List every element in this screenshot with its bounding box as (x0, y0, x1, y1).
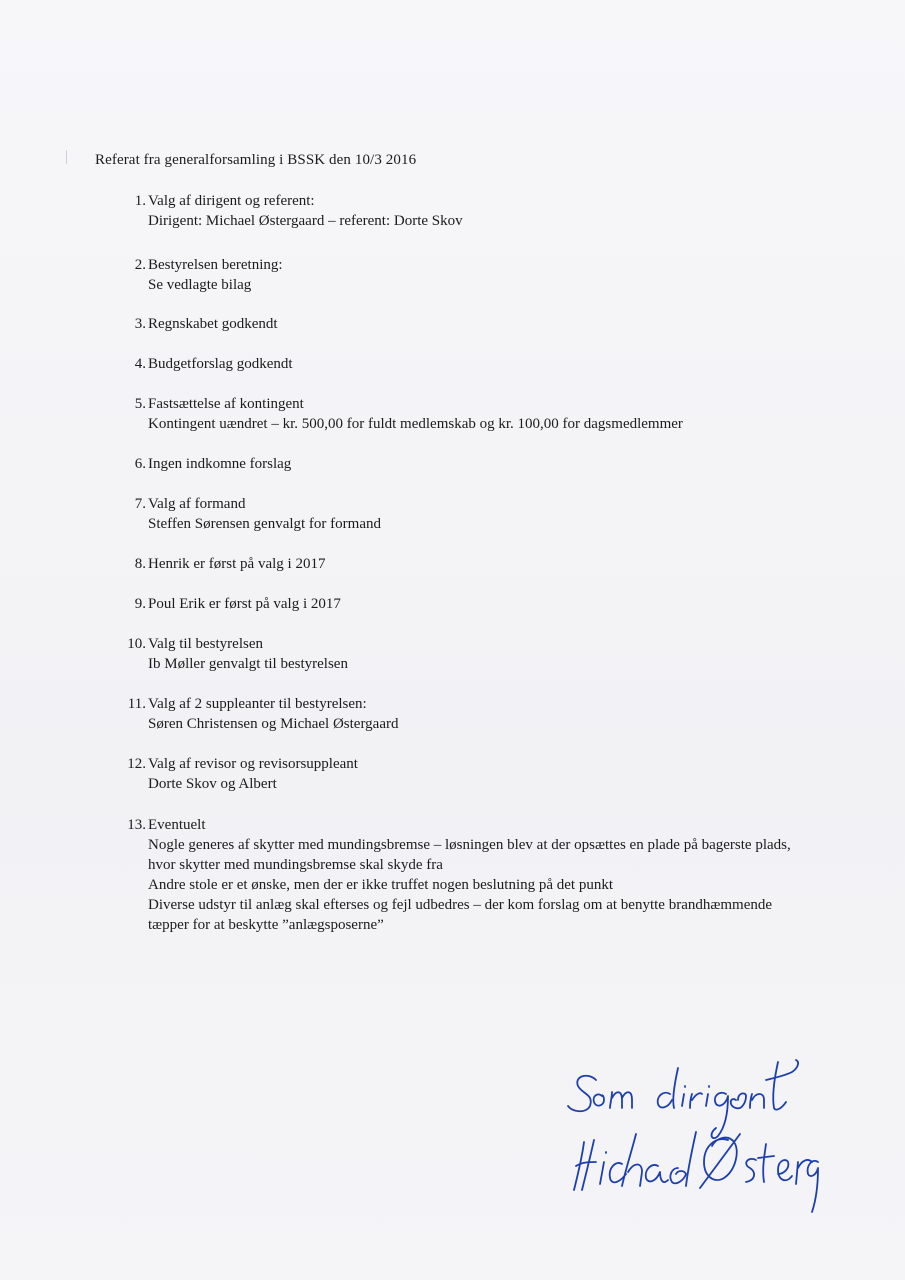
item-detail: Steffen Sørensen genvalgt for formand (148, 516, 381, 532)
item-heading: Valg af 2 suppleanter til bestyrelsen: (148, 696, 367, 712)
item-heading: Valg af dirigent og referent: (148, 193, 315, 209)
item-number: 9. (134, 596, 146, 612)
item-number: 8. (134, 556, 146, 572)
item-number: 4. (134, 356, 146, 372)
item-number: 6. (134, 456, 146, 472)
document-title: Referat fra generalforsamling i BSSK den 10/3 2016 (95, 152, 417, 168)
item-number: 5. (134, 396, 146, 412)
item-number: 12. (127, 756, 146, 772)
item-heading: Valg af formand (148, 496, 246, 512)
item-detail: Dorte Skov og Albert (148, 776, 277, 792)
item-number: 10. (127, 636, 146, 652)
item-detail: Diverse udstyr til anlæg skal efterses og fejl udbedres – der kom forslag om at benytte brandhæmmende tæpper for at beskytte ”anlægsposerne” (148, 897, 773, 933)
item-number: 1. (134, 193, 146, 209)
item-heading: Valg til bestyrelsen (148, 636, 263, 652)
item-heading: Poul Erik er først på valg i 2017 (148, 596, 341, 612)
item-detail: Nogle generes af skytter med mundingsbremse – løsningen blev at der opsættes en plade på bagerste plads, hvor skytter med mundingsbremse skal skyde fra (148, 837, 791, 873)
item-detail: Ib Møller genvalgt til bestyrelsen (148, 656, 348, 672)
signature-line-name (574, 1132, 818, 1212)
item-heading: Bestyrelsen beretning: (148, 257, 283, 273)
item-detail: Dirigent: Michael Østergaard – referent: Dorte Skov (148, 213, 463, 229)
item-heading: Budgetforslag godkendt (148, 356, 293, 372)
item-detail: Søren Christensen og Michael Østergaard (148, 716, 399, 732)
item-detail: Kontingent uændret – kr. 500,00 for fuldt medlemskab og kr. 100,00 for dagsmedlemmer (148, 416, 683, 432)
item-heading: Eventuelt (148, 817, 206, 833)
item-detail: Se vedlagte bilag (148, 277, 252, 293)
item-heading: Fastsættelse af kontingent (148, 396, 304, 412)
item-number: 3. (134, 316, 146, 332)
signature-line-som-dirigent (568, 1060, 798, 1138)
item-number: 11. (127, 696, 146, 712)
handwritten-signature (560, 1050, 820, 1220)
item-heading: Henrik er først på valg i 2017 (148, 556, 326, 572)
item-heading: Valg af revisor og revisorsuppleant (148, 756, 358, 772)
margin-mark (66, 150, 67, 164)
item-heading: Regnskabet godkendt (148, 316, 278, 332)
item-heading: Ingen indkomne forslag (148, 456, 292, 472)
item-number: 2. (134, 257, 146, 273)
item-number: 7. (134, 496, 146, 512)
item-number: 13. (127, 817, 146, 833)
item-detail: Andre stole er et ønske, men der er ikke truffet nogen beslutning på det punkt (148, 877, 614, 893)
